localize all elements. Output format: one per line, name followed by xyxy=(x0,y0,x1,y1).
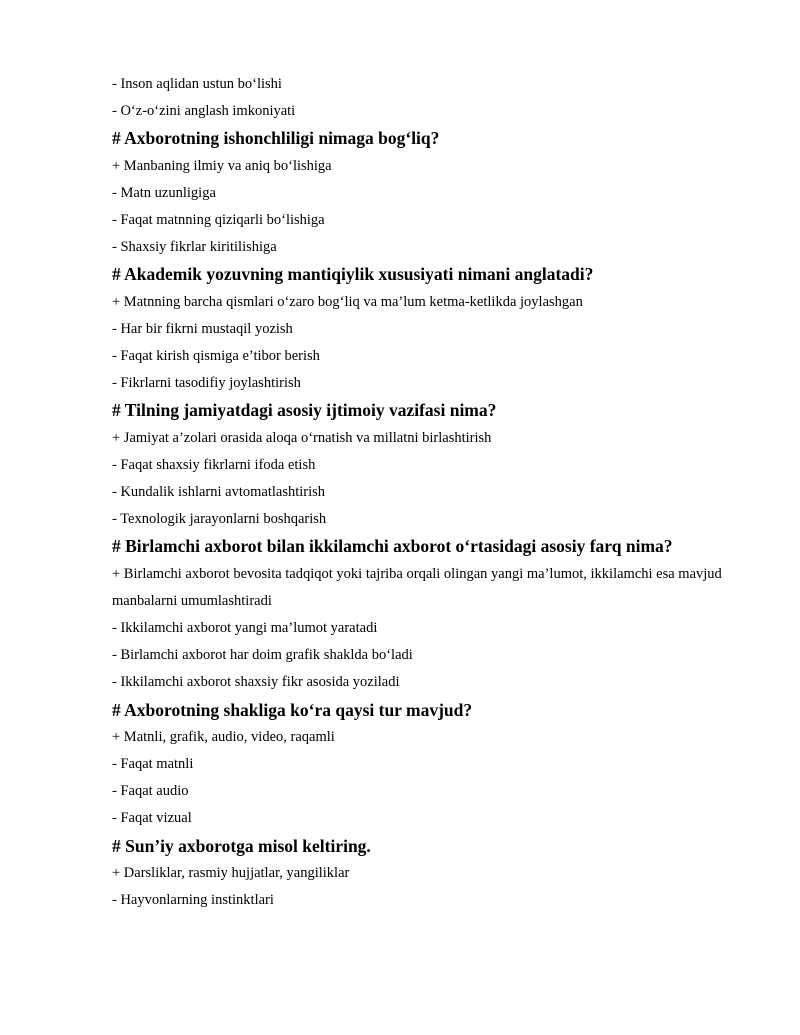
correct-answer: + Darsliklar, rasmiy hujjatlar, yangiliklar xyxy=(112,864,350,881)
correct-answer: + Manbaning ilmiy va aniq bo‘lishiga xyxy=(112,157,332,174)
answer-option: - Faqat matnli xyxy=(112,756,194,773)
answer-option: - Faqat kirish qismiga e’tibor berish xyxy=(112,348,320,365)
answer-option: - Birlamchi axborot har doim grafik shaklda bo‘ladi xyxy=(112,647,413,664)
answer-option: - Faqat vizual xyxy=(112,810,192,827)
question-heading: # Birlamchi axborot bilan ikkilamchi axborot o‘rtasidagi asosiy farq nima? xyxy=(112,536,673,557)
answer-option: - Faqat matnning qiziqarli bo‘lishiga xyxy=(112,212,325,229)
answer-option: - Texnologik jarayonlarni boshqarish xyxy=(112,511,327,528)
question-heading: # Sun’iy axborotga misol keltiring. xyxy=(112,835,371,856)
correct-answer: + Birlamchi axborot bevosita tadqiqot yoki tajriba orqali olingan yangi ma’lumot, ikkilamchi esa mavjud manbalarni umumlashtiradi xyxy=(112,565,722,609)
correct-answer: + Jamiyat a’zolari orasida aloqa o‘rnatish va millatni birlashtirish xyxy=(112,429,492,446)
question-heading: # Axborotning shakliga ko‘ra qaysi tur mavjud? xyxy=(112,699,473,720)
answer-option: - Ikkilamchi axborot yangi ma’lumot yaratadi xyxy=(112,620,378,637)
answer-option: - Inson aqlidan ustun bo‘lishi xyxy=(112,76,282,92)
answer-option: - Matn uzunligiga xyxy=(112,184,216,201)
answer-option: - O‘z-o‘zini anglash imkoniyati xyxy=(112,103,296,120)
answer-option: - Har bir fikrni mustaqil yozish xyxy=(112,320,293,337)
question-heading: # Axborotning ishonchliligi nimaga bog‘liq? xyxy=(112,128,440,149)
answer-option: - Faqat audio xyxy=(112,783,189,800)
quiz-content xyxy=(112,71,732,914)
question-heading: # Tilning jamiyatdagi asosiy ijtimoiy vazifasi nima? xyxy=(112,400,497,421)
answer-option: - Faqat shaxsiy fikrlarni ifoda etish xyxy=(112,456,316,473)
answer-option: - Fikrlarni tasodifiy joylashtirish xyxy=(112,375,301,392)
answer-option: - Shaxsiy fikrlar kiritilishiga xyxy=(112,239,277,256)
answer-option: - Hayvonlarning instinktlari xyxy=(112,892,274,909)
question-heading: # Akademik yozuvning mantiqiylik xususiyati nimani anglatadi? xyxy=(112,264,594,285)
correct-answer: + Matnning barcha qismlari o‘zaro bog‘liq va ma’lum ketma-ketlikda joylashgan xyxy=(112,293,583,310)
answer-option: - Ikkilamchi axborot shaxsiy fikr asosida yoziladi xyxy=(112,674,400,691)
answer-option: - Kundalik ishlarni avtomatlashtirish xyxy=(112,484,326,501)
correct-answer: + Matnli, grafik, audio, video, raqamli xyxy=(112,728,335,745)
